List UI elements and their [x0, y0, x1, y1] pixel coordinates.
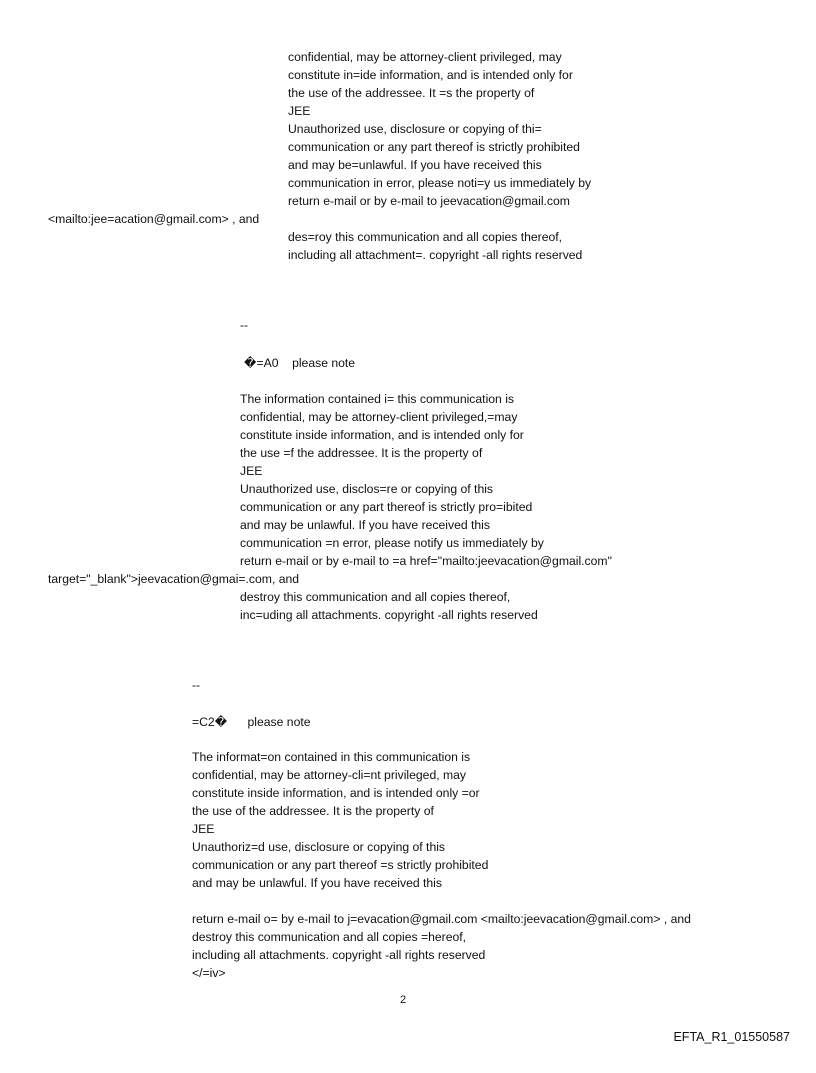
text-line: confidential, may be attorney-cli=nt privileged, may — [192, 768, 467, 782]
text-line: constitute inside information, and is intended only =or — [192, 786, 480, 800]
text-line: including all attachments. copyright -all rights reserved — [192, 948, 486, 962]
text-line: return e-mail or by e-mail to =a href="mailto:jeevacation@gmail.com" — [240, 554, 612, 568]
please-note-text: �=A0 please note — [244, 356, 356, 370]
disclaimer-tail-2 — [240, 588, 538, 624]
text-line: return e-mail o= by e-mail to j=evacation@gmail.com <mailto:jeevacation@gmail.com> , and — [192, 912, 691, 926]
text-line: constitute inside information, and is intended only for — [240, 428, 524, 442]
text-line: communication or any part thereof =s strictly prohibited — [192, 858, 489, 872]
text-line: JEE — [192, 822, 215, 836]
text-line: communication or any part thereof is strictly pro=ibited — [240, 500, 533, 514]
disclaimer-block-1 — [288, 48, 591, 210]
text-line: inc=uding all attachments. copyright -all rights reserved — [240, 608, 538, 622]
text-line: JEE — [288, 104, 311, 118]
text-line: confidential, may be attorney-client privileged,=may — [240, 410, 518, 424]
text-line: JEE — [240, 464, 263, 478]
disclaimer-tail-1 — [288, 228, 582, 264]
separator-text: -- — [192, 678, 201, 692]
text-line: including all attachment=. copyright -all rights reserved — [288, 248, 583, 262]
disclaimer-tail-3 — [192, 910, 691, 982]
text-line: the use of the addressee. It =s the property of — [288, 86, 535, 100]
note-line-3 — [192, 713, 311, 731]
text-line: <mailto:jee=acation@gmail.com> , and — [48, 212, 260, 226]
separator-2 — [240, 316, 248, 334]
text-line: communication in error, please noti=y us immediately by — [288, 176, 592, 190]
disclaimer-block-2 — [240, 390, 612, 570]
text-line: and may be unlawful. If you have received this — [240, 518, 490, 532]
note-line-2 — [244, 354, 355, 372]
text-line: Unauthorized use, disclosure or copying of thi= — [288, 122, 542, 136]
separator-3 — [192, 676, 200, 694]
text-line: des=roy this communication and all copies thereof, — [288, 230, 563, 244]
separator-text: -- — [240, 318, 249, 332]
text-line: constitute in=ide information, and is intended only for — [288, 68, 573, 82]
text-line: Unauthorized use, disclos=re or copying of this — [240, 482, 494, 496]
text-line: and may be=unlawful. If you have received this — [288, 158, 542, 172]
text-line: the use =f the addressee. It is the property of — [240, 446, 483, 460]
please-note-text: =C2� please note — [192, 715, 311, 729]
document-id-footer: EFTA_R1_01550587 — [673, 1030, 790, 1044]
text-line: the use of the addressee. It is the property of — [192, 804, 434, 818]
outdent-line-2 — [48, 570, 299, 588]
text-line: target="_blank">jeevacation@gmai=.com, and — [48, 572, 300, 586]
text-line: confidential, may be attorney-client privileged, may — [288, 50, 562, 64]
text-line: The information contained i= this communication is — [240, 392, 515, 406]
text-line: communication =n error, please notify us immediately by — [240, 536, 544, 550]
text-line: return e-mail or by e-mail to jeevacation@gmail.com — [288, 194, 570, 208]
text-line: </=iv> — [192, 966, 226, 980]
text-line: The informat=on contained in this communication is — [192, 750, 471, 764]
text-line: Unauthoriz=d use, disclosure or copying of this — [192, 840, 446, 854]
outdent-line-1 — [48, 210, 259, 228]
disclaimer-block-3 — [192, 748, 488, 892]
text-line: destroy this communication and all copies =hereof, — [192, 930, 467, 944]
text-line: destroy this communication and all copies thereof, — [240, 590, 511, 604]
text-line: and may be unlawful. If you have received this — [192, 876, 442, 890]
text-line: communication or any part thereof is strictly prohibited — [288, 140, 580, 154]
page-number: 2 — [400, 994, 407, 1006]
